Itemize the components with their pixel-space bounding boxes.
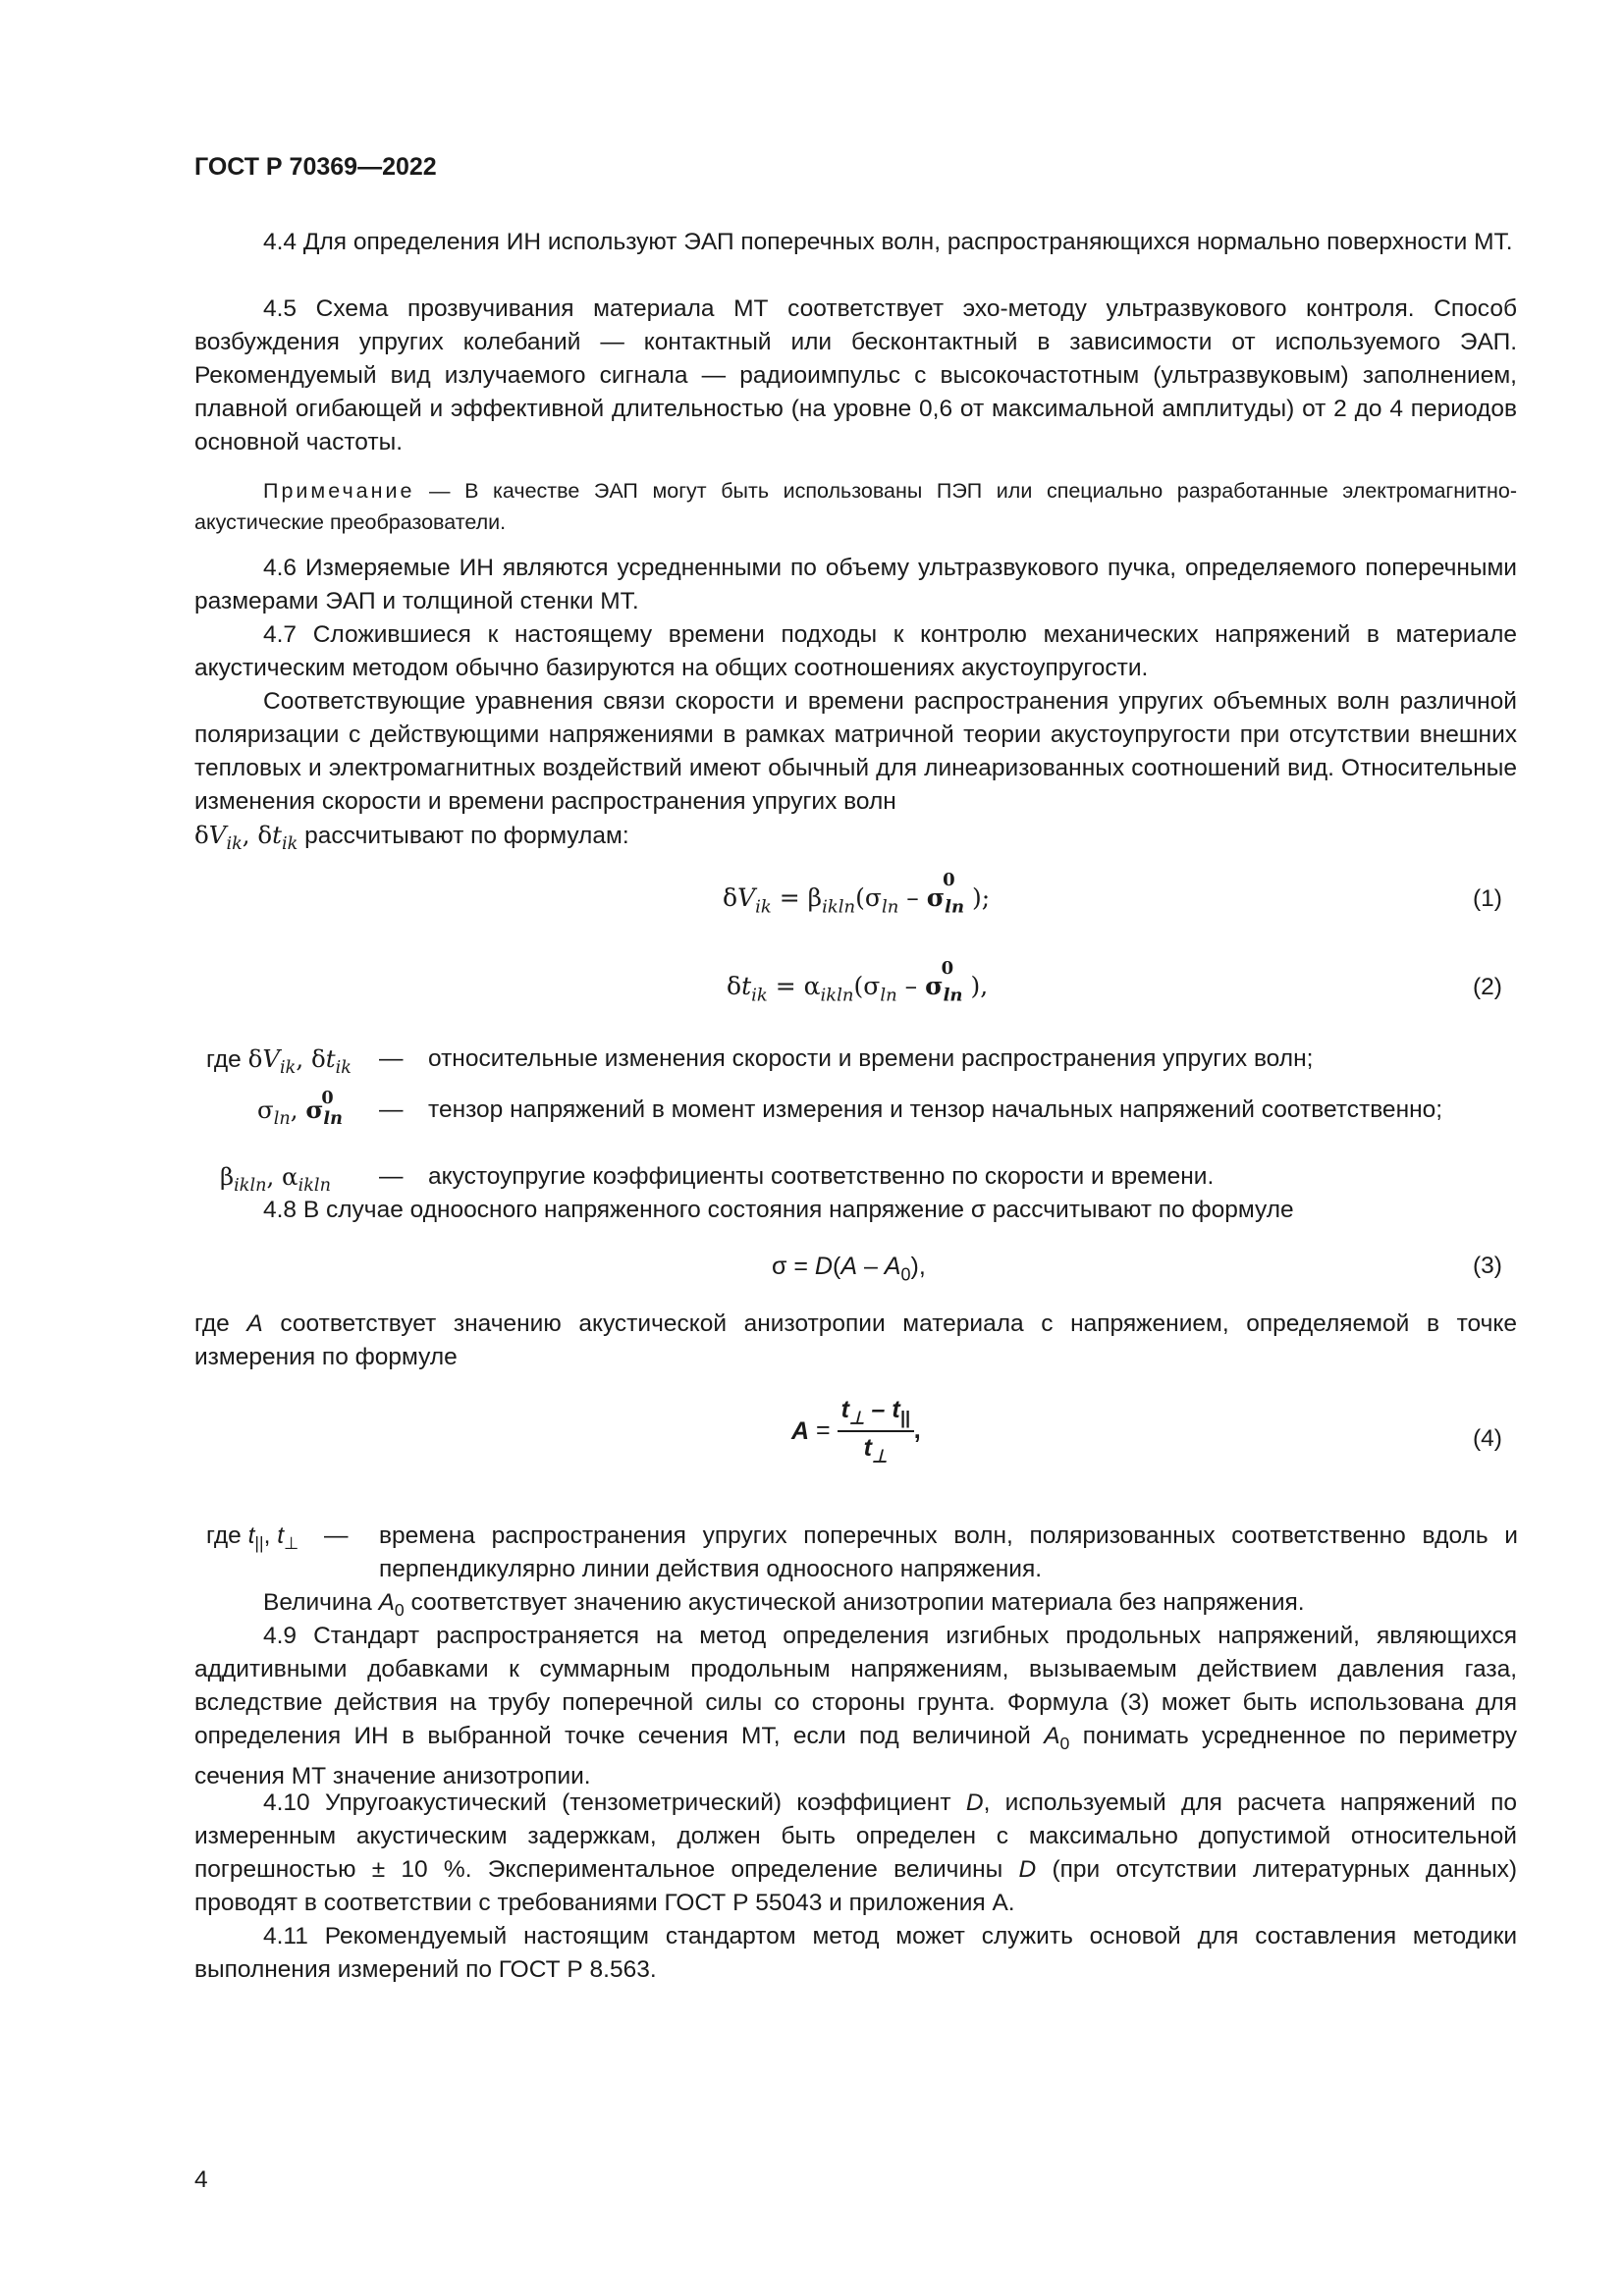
note-text: — В качестве ЭАП могут быть использованы ПЭП или специально разработанные электромагнитно-акустические преобразователи. (194, 479, 1517, 534)
paragraph-4-8: 4.8 В случае одноосного напряженного состояния напряжение σ рассчитывают по формуле (263, 1197, 1294, 1223)
formula-3-number: (3) (1473, 1253, 1502, 1279)
paragraph-4-7: 4.7 Сложившиеся к настоящему времени подходы к контролю механических напряжений в материале акустическим методом обычно базируются на общих соотношениях акустоупругости. (194, 621, 1517, 681)
where-word: где (206, 1046, 242, 1073)
formula-1-number: (1) (1473, 885, 1502, 912)
definition-text-dv-dt: относительные изменения скорости и времени распространения упругих волн; (428, 1045, 1314, 1072)
document-code: ГОСТ Р 70369—2022 (194, 153, 437, 181)
definition-text-t: времена распространения упругих поперечных волн, поляризованных соответственно вдоль и перпендикулярно линии действия одноосного напряжения. (379, 1522, 1518, 1582)
formula-2: $\delta t_{ik} = \alpha_{ikln}(\sigma_{ln} - \sigma_{ln}$ 0 ), (727, 958, 989, 1006)
anisotropy-text: соответствует значению акустической анизотропии материала с напряжением, определяемой в точке измерения по формуле (194, 1310, 1517, 1370)
definition-dash: — (324, 1522, 349, 1549)
formula-1: $\delta V_{ik} = \beta_{ikln}(\sigma_{ln} - \sigma_{ln}$ 0 ); (723, 870, 991, 918)
definition-text-sigma: тензор напряжений в момент измерения и тензор начальных напряжений соответственно; (428, 1096, 1443, 1123)
formula-2-number: (2) (1473, 974, 1502, 1000)
definition-symbol-beta-alpha: $\beta_{ikln}$, $\alpha_{ikln}$ (220, 1162, 331, 1197)
formula-3: $\sigma = D(A - A_0)$, (772, 1253, 926, 1285)
paragraph-a0: Величина $A_0$ соответствует значению акустической анизотропии материала без напряжения. (263, 1589, 1305, 1621)
definition-where (206, 1042, 352, 1085)
definition-dash: — (379, 1096, 404, 1123)
definition-symbol-sigma: $\sigma_{ln}$, $\sigma_{ln}$ 0 (257, 1088, 343, 1130)
definition-dash: — (379, 1045, 404, 1072)
paragraph-4-10: 4.10 Упругоакустический (тензометрический) коэффициент D, используемый для расчета напряжений по измеренным акустическим задержкам, должен быть определен с максимально допустимой относительной погрешностью ± 10 %. Экспериментальное определение величины D (при отсутствии литературных данных) проводят в соответствии с требованиями ГОСТ Р 55043 и приложения А. (194, 1789, 1518, 1916)
paragraph-4-9: 4.9 Стандарт распространяется на метод определения изгибных продольных напряжений, являющихся аддитивными добавками к суммарным продольным напряжениям, вызываемым действием давления газа, вследствие действия на трубу поперечной силы со стороны грунта. Формула (3) может быть использована для определения ИН в выбранной точке сечения МТ, если под величиной $A_0$ понимать усредненное по периметру сечения МТ значение анизотропии. (194, 1623, 1517, 1790)
note-label: Примечание (263, 479, 415, 503)
definition-symbol-dv-dt: $\delta V_{ik}$, $\delta t_{ik}$ (247, 1044, 352, 1079)
paragraph-4-7-formulas-intro (194, 819, 1517, 861)
paragraph-4-8-anisotropy: где A соответствует значению акустической анизотропии материала с напряжением, определяемой в точке измерения по формуле (194, 1310, 1517, 1370)
note (194, 475, 1517, 538)
paragraph-4-4: 4.4 Для определения ИН используют ЭАП поперечных волн, распространяющихся нормально поверхности МТ. (263, 229, 1513, 255)
paragraph-4-5: 4.5 Схема прозвучивания материала МТ соответствует эхо-методу ультразвукового контроля. Способ возбуждения упругих колебаний — контактный или бесконтактный в зависимости от используемого ЭАП. Рекомендуемый вид излучаемого сигнала — радиоимпульс с высокочастотным (ультразвуковым) заполнением, плавной огибающей и эффективной длительностью (на уровне 0,6 от максимальной амплитуды) от 2 до 4 периодов основной частоты. (194, 295, 1517, 455)
formula-4: A = $\frac{t_\perp - t_{||}}{t_\perp}$ , (791, 1396, 921, 1467)
paragraph-4-7-relations: Соответствующие уравнения связи скорости и времени распространения упругих объемных волн различной поляризации с действующими напряжениями в рамках матричной теории акустоупругости при отсутствии внешних тепловых и электромагнитных воздействий имеют обычный для линеаризованных соотношений вид. Относительные изменения скорости и времени распространения упругих волн (194, 688, 1517, 815)
paragraph-4-6: 4.6 Измеряемые ИН являются усредненными по объему ультразвукового пучка, определяемого поперечными размерами ЭАП и толщиной стенки МТ. (194, 555, 1517, 614)
delta-v-delta-t-symbols: $\delta V_{ik}$, $\delta t_{ik}$ (194, 821, 298, 855)
definition-dash: — (379, 1163, 404, 1190)
definition-where-t: где $t_{||}$, $t_\perp$ (206, 1522, 299, 1554)
page-number: 4 (194, 2166, 208, 2193)
formulas-intro-text: рассчитывают по формулам: (304, 823, 629, 849)
paragraph-4-11: 4.11 Рекомендуемый настоящим стандартом метод может служить основой для составления методики выполнения измерений по ГОСТ Р 8.563. (194, 1923, 1517, 1983)
where-word: где (194, 1310, 230, 1337)
formula-4-number: (4) (1473, 1425, 1502, 1452)
definition-text-beta-alpha: акустоупругие коэффициенты соответственно по скорости и времени. (428, 1163, 1215, 1190)
where-word: где (206, 1522, 242, 1549)
